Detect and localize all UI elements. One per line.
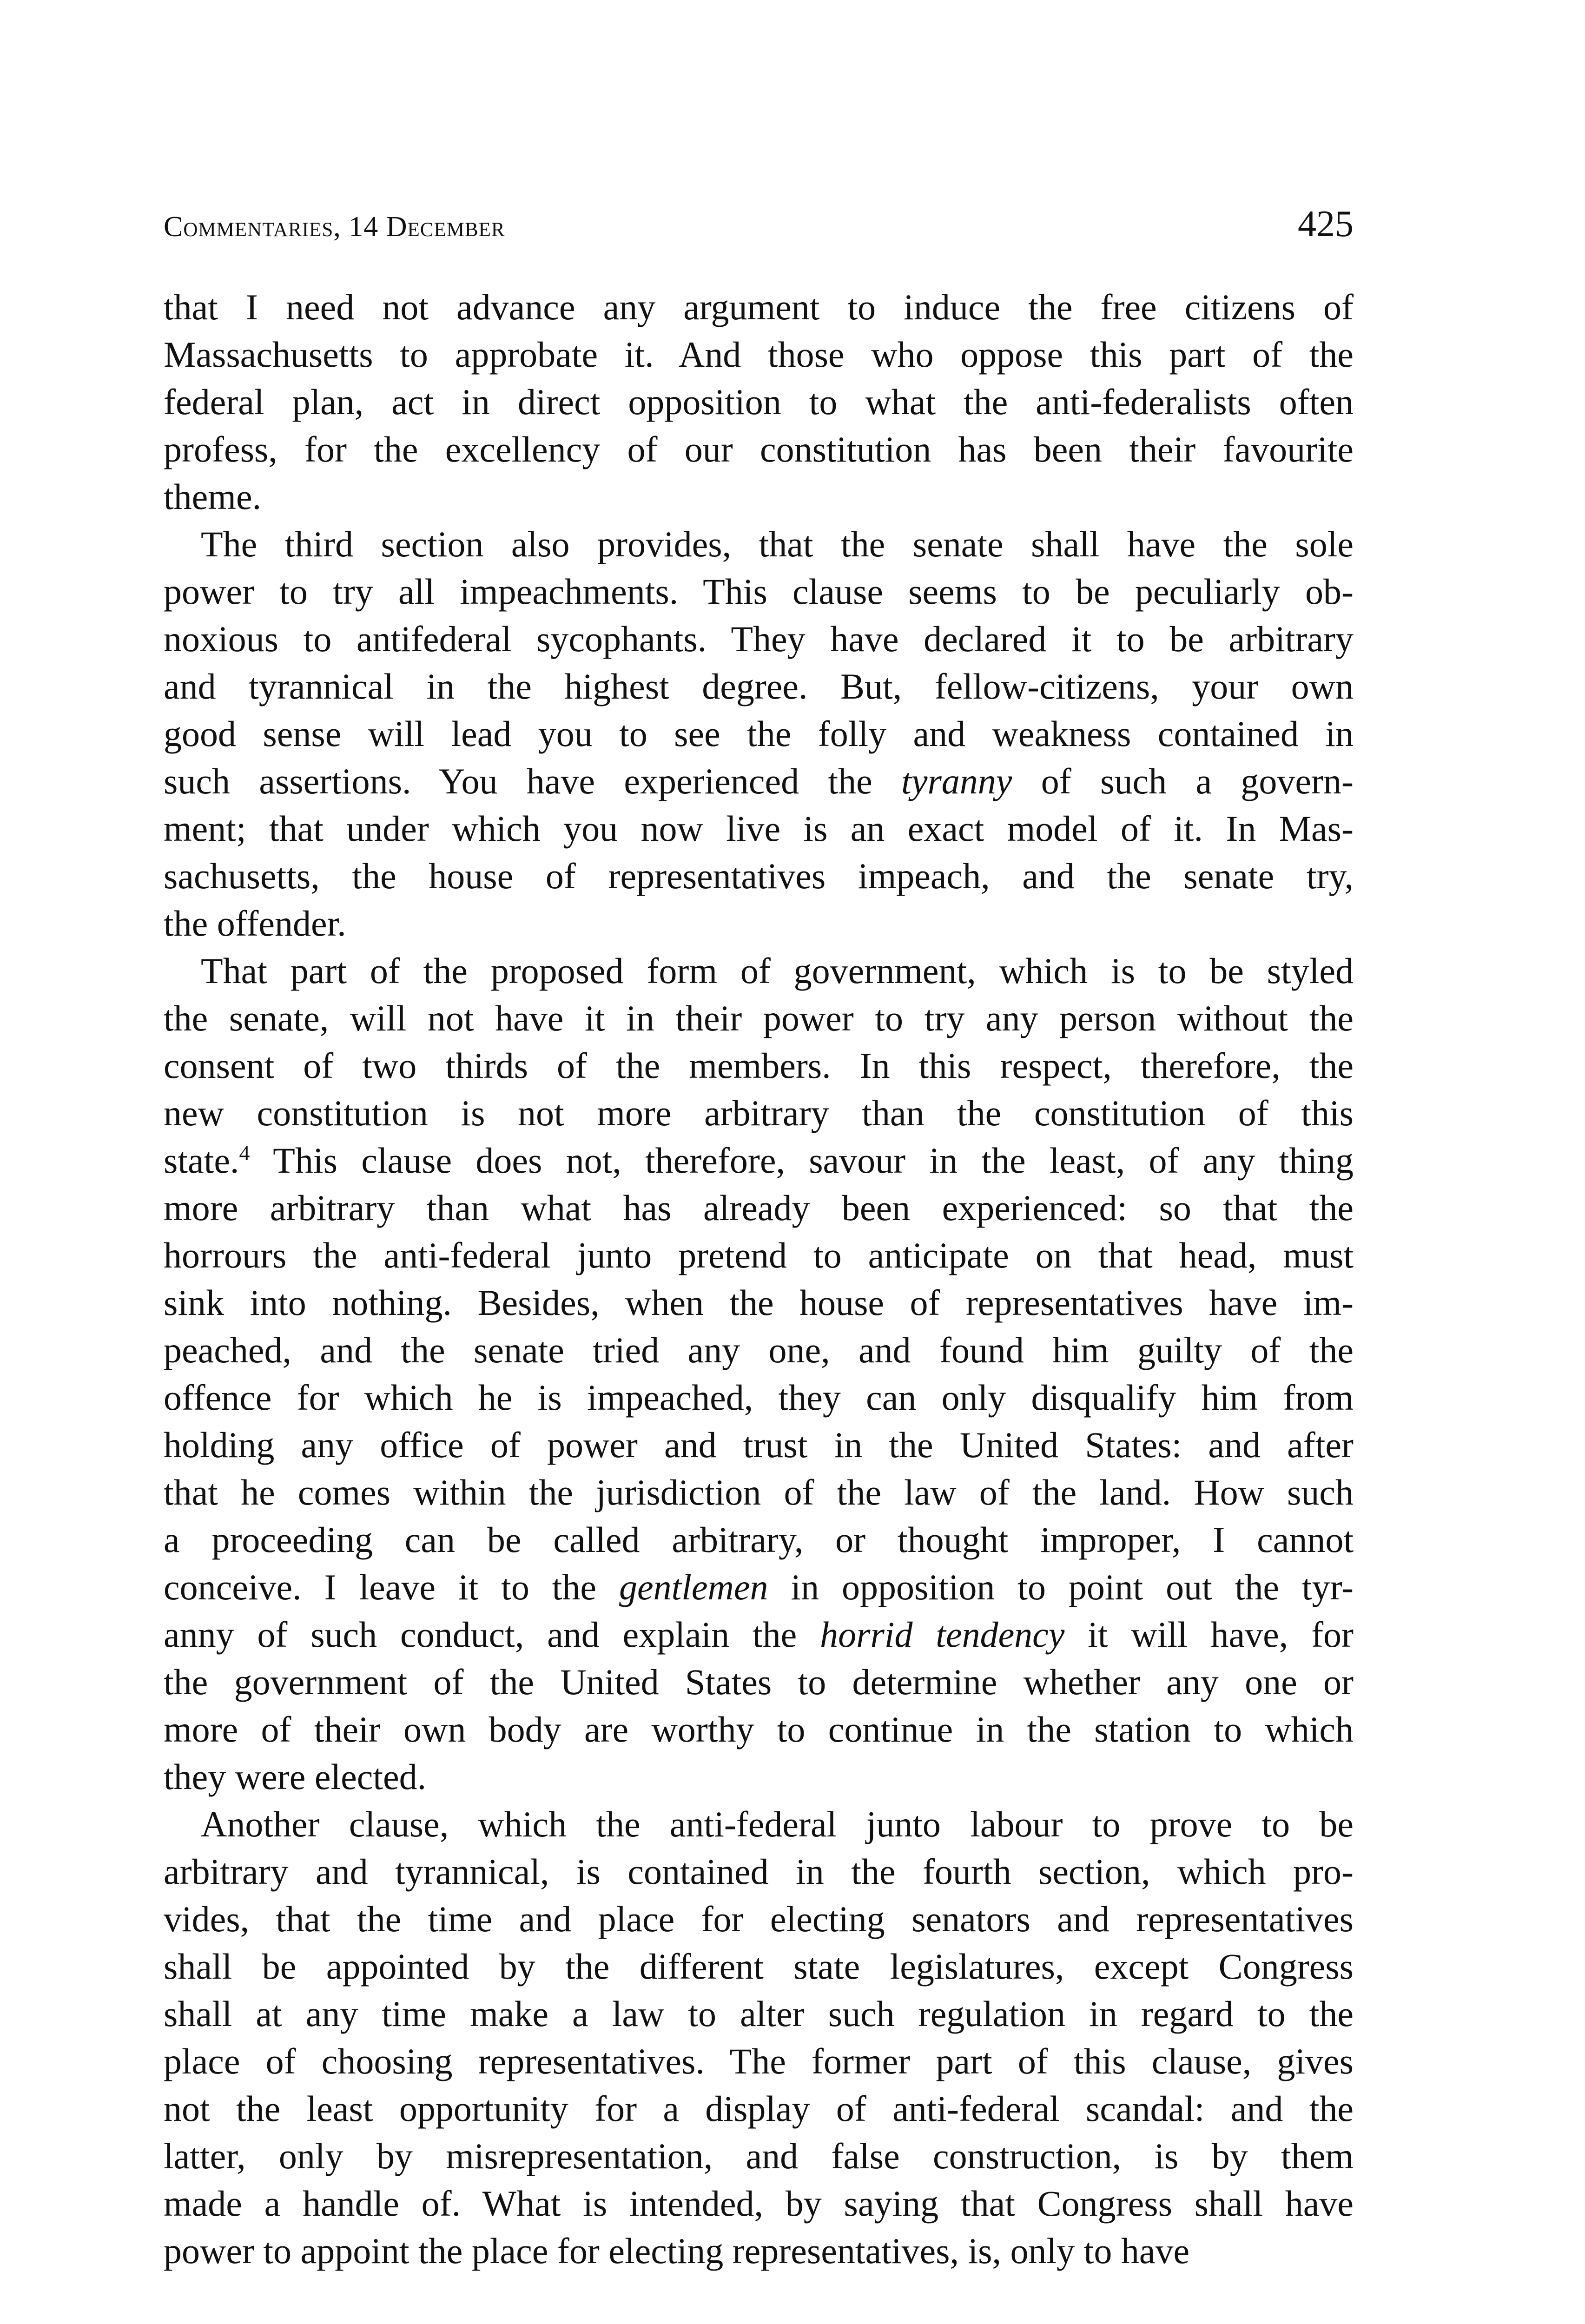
text-line: [164, 2038, 1354, 2085]
text-run: profess, for the excellency of our constitution has been their favourite: [164, 429, 1354, 469]
text-line: [164, 900, 1354, 947]
text-line: [164, 1421, 1354, 1469]
text-run: offence for which he is impeached, they can only disqualify him from: [164, 1377, 1354, 1418]
text-line: [164, 473, 1354, 521]
text-run: holding any office of power and trust in the United States: and after: [164, 1425, 1354, 1465]
text-run: new constitution is not more arbitrary than the constitution of this: [164, 1093, 1354, 1133]
text-line: [164, 1564, 1354, 1611]
running-header: [164, 195, 1354, 251]
text-run: shall be appointed by the different state legislatures, except Congress: [164, 1946, 1354, 1987]
text-run: horrours the anti-federal junto pretend to anticipate on that head, must: [164, 1235, 1354, 1275]
text-line: [164, 947, 1354, 995]
text-line: [164, 1279, 1354, 1327]
text-run: good sense will lead you to see the folly and weakness contained in: [164, 713, 1354, 754]
text-run: power to try all impeachments. This clause seems to be peculiarly ob-: [164, 571, 1354, 612]
text-run: and tyrannical in the highest degree. But, fellow-citizens, your own: [164, 666, 1354, 706]
text-line: [164, 852, 1354, 900]
text-line: [164, 426, 1354, 473]
text-line: [164, 1895, 1354, 1943]
text-run: of such a govern-: [1012, 761, 1354, 801]
text-line: [164, 663, 1354, 710]
text-run: consent of two thirds of the members. In this respect, therefore, the: [164, 1045, 1354, 1086]
text-run: arbitrary and tyrannical, is contained in the fourth section, which pro-: [164, 1851, 1354, 1892]
text-run: vides, that the time and place for electing senators and representatives: [164, 1899, 1354, 1939]
text-line: [164, 378, 1354, 426]
text-run: power to appoint the place for electing representatives, is, only to have: [164, 2231, 1190, 2271]
text-run: the senate, will not have it in their power to try any person without the: [164, 998, 1354, 1038]
footnote-marker: 4: [239, 1141, 250, 1165]
text-run: sachusetts, the house of representatives impeach, and the senate try,: [164, 856, 1354, 896]
text-run: anny of such conduct, and explain the: [164, 1614, 820, 1655]
text-line: [164, 1753, 1354, 1801]
paragraph: [164, 521, 1354, 947]
text-line: [164, 1516, 1354, 1564]
body-text: [164, 284, 1354, 2275]
text-run: such assertions. You have experienced the: [164, 761, 902, 801]
text-run: shall at any time make a law to alter such regulation in regard to the: [164, 1994, 1354, 2034]
paragraph: [164, 1801, 1354, 2275]
text-run: place of choosing representatives. The former part of this clause, gives: [164, 2041, 1354, 2081]
text-line: [164, 568, 1354, 615]
text-run: ment; that under which you now live is an exact model of it. In Mas-: [164, 808, 1354, 849]
text-line: [164, 1848, 1354, 1895]
text-line: [164, 710, 1354, 758]
text-line: [164, 2227, 1354, 2275]
text-run: made a handle of. What is intended, by saying that Congress shall have: [164, 2183, 1354, 2224]
text-line: [164, 1374, 1354, 1421]
text-run: The third section also provides, that the senate shall have the sole: [201, 524, 1354, 564]
running-title: Commentaries, 14 December: [164, 211, 505, 243]
italic-text: gentlemen: [619, 1567, 768, 1607]
text-run: state.: [164, 1140, 239, 1181]
text-run: theme.: [164, 476, 262, 517]
text-run: more of their own body are worthy to continue in the station to which: [164, 1709, 1354, 1750]
text-run: conceive. I leave it to the: [164, 1567, 619, 1607]
text-run: that I need not advance any argument to induce the free citizens of: [164, 287, 1354, 327]
italic-text: tyranny: [901, 761, 1012, 801]
text-line: [164, 1184, 1354, 1232]
text-run: the offender.: [164, 903, 346, 944]
text-run: This clause does not, therefore, savour in the least, of any thing: [250, 1140, 1354, 1181]
text-run: sink into nothing. Besides, when the house of representatives have im-: [164, 1282, 1354, 1323]
text-line: [164, 1611, 1354, 1658]
text-run: That part of the proposed form of government, which is to be styled: [201, 951, 1354, 991]
page-number: 425: [1298, 204, 1354, 244]
text-line: [164, 1943, 1354, 1990]
text-run: noxious to antifederal sycophants. They have declared it to be arbitrary: [164, 619, 1354, 659]
text-line: [164, 758, 1354, 805]
text-line: [164, 1658, 1354, 1706]
italic-text: horrid tendency: [820, 1614, 1065, 1655]
text-run: Massachusetts to approbate it. And those who oppose this part of the: [164, 334, 1354, 375]
text-line: [164, 1990, 1354, 2038]
text-line: [164, 331, 1354, 378]
text-run: they were elected.: [164, 1756, 427, 1797]
text-run: it will have, for: [1064, 1614, 1354, 1655]
text-line: [164, 2085, 1354, 2133]
text-line: [164, 1706, 1354, 1753]
text-line: [164, 1137, 1354, 1184]
text-run: peached, and the senate tried any one, and found him guilty of the: [164, 1330, 1354, 1370]
text-line: [164, 805, 1354, 852]
text-line: [164, 1801, 1354, 1848]
text-run: the government of the United States to determine whether any one or: [164, 1662, 1354, 1702]
text-run: more arbitrary than what has already been experienced: so that the: [164, 1188, 1354, 1228]
text-run: federal plan, act in direct opposition to what the anti-federalists often: [164, 382, 1354, 422]
text-run: latter, only by misrepresentation, and false construction, is by them: [164, 2136, 1354, 2176]
text-run: that he comes within the jurisdiction of the law of the land. How such: [164, 1472, 1354, 1512]
text-line: [164, 615, 1354, 663]
text-line: [164, 1327, 1354, 1374]
text-line: [164, 2133, 1354, 2180]
text-line: [164, 995, 1354, 1042]
text-run: a proceeding can be called arbitrary, or thought improper, I cannot: [164, 1519, 1354, 1560]
text-line: [164, 1469, 1354, 1516]
text-line: [164, 284, 1354, 331]
paragraph: [164, 284, 1354, 521]
text-line: [164, 1042, 1354, 1089]
text-run: Another clause, which the anti-federal junto labour to prove to be: [201, 1804, 1354, 1844]
text-line: [164, 1089, 1354, 1137]
text-line: [164, 2180, 1354, 2227]
text-run: not the least opportunity for a display of anti-federal scandal: and the: [164, 2088, 1354, 2129]
text-run: in opposition to point out the tyr-: [768, 1567, 1354, 1607]
text-line: [164, 1232, 1354, 1279]
paragraph: [164, 947, 1354, 1801]
text-line: [164, 521, 1354, 568]
